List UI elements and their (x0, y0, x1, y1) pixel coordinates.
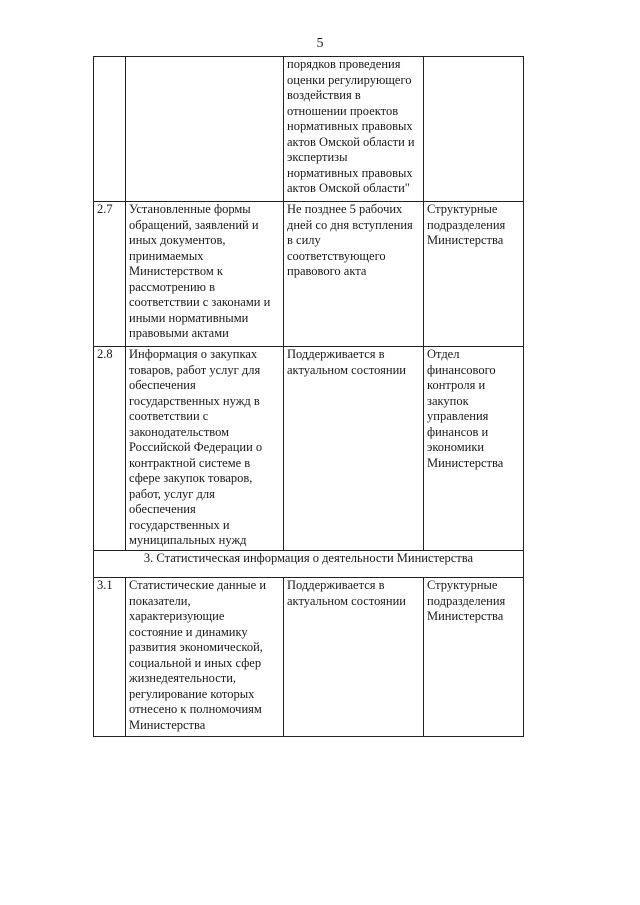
info-cell: Статистические данные и показатели, характеризующие состояние и динамику развития экономической, социальной и иных сфер жизнедеятельности, регулирование которых отнесено к полномочиям Министерства (126, 578, 284, 737)
responsible-cell: Структурные подразделения Министерства (424, 202, 524, 347)
timing-cell: Не позднее 5 рабочих дней со дня вступления в силу соответствующего правового акта (284, 202, 424, 347)
row-number-cell (94, 57, 126, 202)
row-number-cell: 3.1 (94, 578, 126, 737)
table-row (94, 578, 524, 737)
timing-cell: Поддерживается в актуальном состоянии (284, 347, 424, 551)
table-row (94, 202, 524, 347)
row-number-cell: 2.7 (94, 202, 126, 347)
responsible-cell: Отдел финансового контроля и закупок управления финансов и экономики Министерства (424, 347, 524, 551)
table-row-continuation (94, 57, 524, 202)
table-row (94, 347, 524, 551)
responsible-cell (424, 57, 524, 202)
info-cell (126, 57, 284, 202)
row-number-cell: 2.8 (94, 347, 126, 551)
timing-cell: порядков проведения оценки регулирующего воздействия в отношении проектов нормативных правовых актов Омской области и экспертизы нормативных правовых актов Омской области" (284, 57, 424, 202)
timing-cell: Поддерживается в актуальном состоянии (284, 578, 424, 737)
section-header-row (94, 551, 524, 578)
page-number: 5 (316, 36, 324, 51)
info-cell: Информация о закупках товаров, работ услуг для обеспечения государственных нужд в соответствии с законодательством Российской Федерации о контрактной системе в сфере закупок товаров, работ, услуг для обеспечения государственных и муниципальных нужд (126, 347, 284, 551)
responsible-cell: Структурные подразделения Министерства (424, 578, 524, 737)
info-cell: Установленные формы обращений, заявлений и иных документов, принимаемых Министерством к рассмотрению в соответствии с законами и иными нормативными правовыми актами (126, 202, 284, 347)
document-table (93, 56, 524, 737)
section-title: 3. Статистическая информация о деятельности Министерства (94, 551, 524, 578)
